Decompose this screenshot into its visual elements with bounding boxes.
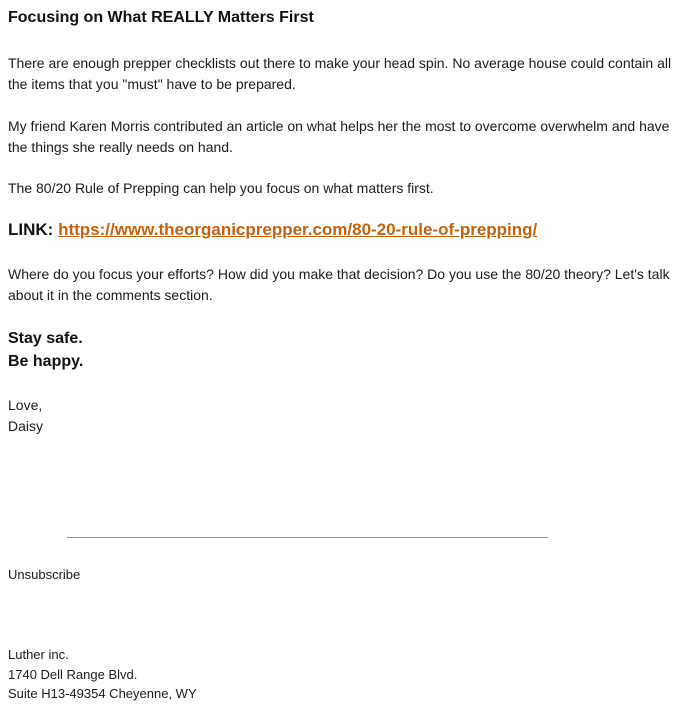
paragraph-80-20-rule: The 80/20 Rule of Prepping can help you focus on what matters first.: [8, 180, 434, 196]
footer-divider: [67, 537, 548, 538]
paragraph-intro: There are enough prepper checklists out there to make your head spin. No average house could contain all the items that you "must" have to be prepared.: [8, 55, 672, 92]
signoff-love: Love,: [8, 397, 43, 413]
address-company: Luther inc.: [8, 647, 69, 662]
paragraph-karen-morris: My friend Karen Morris contributed an article on what helps her the most to overcome overwhelm and have the things she really needs on hand.: [8, 118, 670, 155]
article-link[interactable]: https://www.theorganicprepper.com/80-20-rule-of-prepping/: [58, 220, 538, 239]
closing-be-happy: Be happy.: [8, 353, 84, 370]
email-heading: Focusing on What REALLY Matters First: [8, 9, 314, 26]
signoff-block: [8, 395, 43, 437]
closing-stay-safe: Stay safe.: [8, 330, 83, 347]
unsubscribe-link[interactable]: Unsubscribe: [8, 567, 81, 582]
signoff-name: Daisy: [8, 418, 44, 434]
article-link-line: [8, 220, 537, 240]
closing-block: [8, 327, 83, 373]
address-suite: Suite H13-49354 Cheyenne, WY: [8, 686, 197, 701]
footer-address: [8, 645, 197, 704]
link-prefix: LINK:: [8, 220, 54, 239]
paragraph-comments-prompt: Where do you focus your efforts? How did you make that decision? Do you use the 80/20 theory? Let's talk about it in the comments section.: [8, 266, 670, 303]
address-street: 1740 Dell Range Blvd.: [8, 666, 138, 682]
